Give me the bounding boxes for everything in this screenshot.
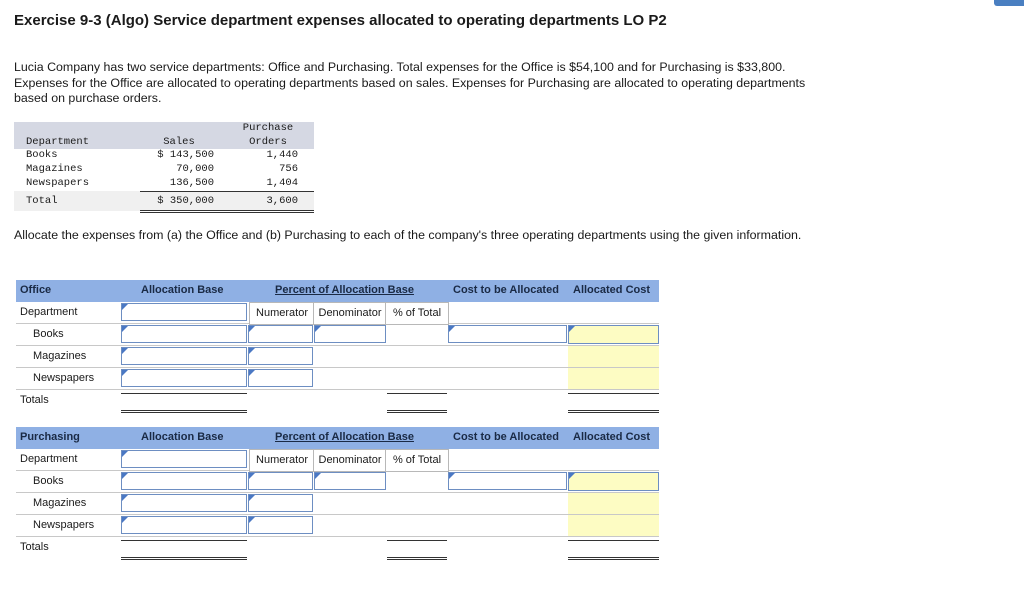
office-allocated-total [568,393,659,413]
given-cell-po: 1,440 [222,149,314,163]
purchasing-department-label: Department [20,453,78,465]
given-header-po-line1: Purchase [242,122,294,134]
instruction-text: Allocate the expenses from (a) the Office and (b) Purchasing to each of the company's three operating departments using the given information. [14,228,802,242]
given-header-department: Department [14,122,140,149]
purchasing-base-total [121,540,247,560]
office-numerator-input-magazines[interactable] [248,347,313,365]
office-allocated-cell-newspapers[interactable] [568,368,659,389]
office-allocated-input-books[interactable] [568,325,659,344]
office-row-magazines [16,346,659,368]
given-cell-sales: 70,000 [140,163,222,177]
purchasing-numerator-input-newspapers[interactable] [248,516,313,534]
exercise-title: Exercise 9-3 (Algo) Service department expenses allocated to operating departments LO P2 [14,12,667,29]
given-cell-po: 3,600 [222,191,314,211]
office-header-row [16,280,659,302]
office-allocation-table [16,280,659,411]
purchasing-cost-input[interactable] [448,472,567,490]
office-cost-input[interactable] [448,325,567,343]
purchasing-allocated-cell-newspapers[interactable] [568,515,659,536]
purchasing-numerator-label: Numerator [249,449,315,472]
purchasing-allocated-total [568,540,659,560]
purchasing-allocated-input-books[interactable] [568,472,659,491]
office-percent-header: Percent of Allocation Base [275,284,414,296]
office-base-input-newspapers[interactable] [121,369,247,387]
purchasing-denominator-label: Denominator [313,449,387,472]
office-allocated-header: Allocated Cost [573,284,651,296]
office-row-label: Newspapers [33,372,95,384]
office-cost-header: Cost to be Allocated [453,284,559,296]
office-totals-row [16,390,659,411]
given-data-table [14,122,314,213]
given-header-po-line2: Orders [249,135,287,148]
given-cell-dept: Books [14,149,140,163]
given-cell-po: 756 [222,163,314,177]
purchasing-allocation-base-input[interactable] [121,450,247,468]
purchasing-denominator-input[interactable] [314,472,386,490]
given-cell-dept: Newspapers [14,177,140,191]
given-cell-dept: Magazines [14,163,140,177]
given-row-newspapers [14,177,314,191]
given-row-magazines [14,163,314,177]
given-cell-dept: Total [14,191,140,211]
office-row-books [16,324,659,346]
purchasing-totals-row [16,537,659,558]
office-row-label: Books [33,328,64,340]
problem-statement: Lucia Company has two service departments: Office and Purchasing. Total expenses for the Office is $54,100 and for Purchasing is $33,800. Expenses for the Office are allocated to operating departments based on sales. Expenses for Purchasing are allocated to operating departments based on purchase orders. [14,60,806,106]
given-row-total [14,191,314,211]
office-row-newspapers [16,368,659,390]
office-department-row [16,302,659,324]
purchasing-allocation-table [16,427,659,558]
office-row-label: Magazines [33,350,87,362]
given-header-row [14,122,314,149]
purchasing-totals-label: Totals [20,541,49,553]
given-cell-sales: $ 143,500 [140,149,222,163]
office-allocated-cell-magazines[interactable] [568,346,659,367]
office-department-label: Department [20,306,78,318]
office-pct-total [387,393,447,413]
given-row-books [14,149,314,163]
purchasing-allocated-cell-magazines[interactable] [568,493,659,514]
purchasing-allocation-base-header: Allocation Base [141,431,224,443]
office-base-input-magazines[interactable] [121,347,247,365]
office-base-input-books[interactable] [121,325,247,343]
purchasing-section-label: Purchasing [20,431,80,443]
purchasing-row-label: Newspapers [33,519,95,531]
office-allocation-base-header: Allocation Base [141,284,224,296]
office-numerator-input-books[interactable] [248,325,313,343]
purchasing-row-newspapers [16,515,659,537]
purchasing-percent-header: Percent of Allocation Base [275,431,414,443]
purchasing-row-label: Books [33,475,64,487]
office-allocation-base-input[interactable] [121,303,247,321]
office-denominator-input[interactable] [314,325,386,343]
purchasing-allocated-header: Allocated Cost [573,431,651,443]
given-header-purchase-orders [222,122,314,149]
purchasing-numerator-input-books[interactable] [248,472,313,490]
purchasing-numerator-input-magazines[interactable] [248,494,313,512]
office-totals-label: Totals [20,394,49,406]
office-base-total [121,393,247,413]
purchasing-base-input-magazines[interactable] [121,494,247,512]
purchasing-row-magazines [16,493,659,515]
office-numerator-label: Numerator [249,302,315,325]
given-cell-sales: 136,500 [140,177,222,191]
purchasing-base-input-newspapers[interactable] [121,516,247,534]
given-cell-sales: $ 350,000 [140,191,222,211]
purchasing-header-row [16,427,659,449]
purchasing-base-input-books[interactable] [121,472,247,490]
purchasing-pct-total-label: % of Total [385,449,449,472]
office-denominator-label: Denominator [313,302,387,325]
office-section-label: Office [20,284,52,296]
purchasing-row-books [16,471,659,493]
purchasing-row-label: Magazines [33,497,87,509]
corner-tab[interactable] [994,0,1024,6]
purchasing-department-row [16,449,659,471]
office-pct-total-label: % of Total [385,302,449,325]
purchasing-cost-header: Cost to be Allocated [453,431,559,443]
given-header-sales: Sales [140,122,222,149]
given-cell-po: 1,404 [222,177,314,191]
purchasing-pct-total [387,540,447,560]
office-numerator-input-newspapers[interactable] [248,369,313,387]
